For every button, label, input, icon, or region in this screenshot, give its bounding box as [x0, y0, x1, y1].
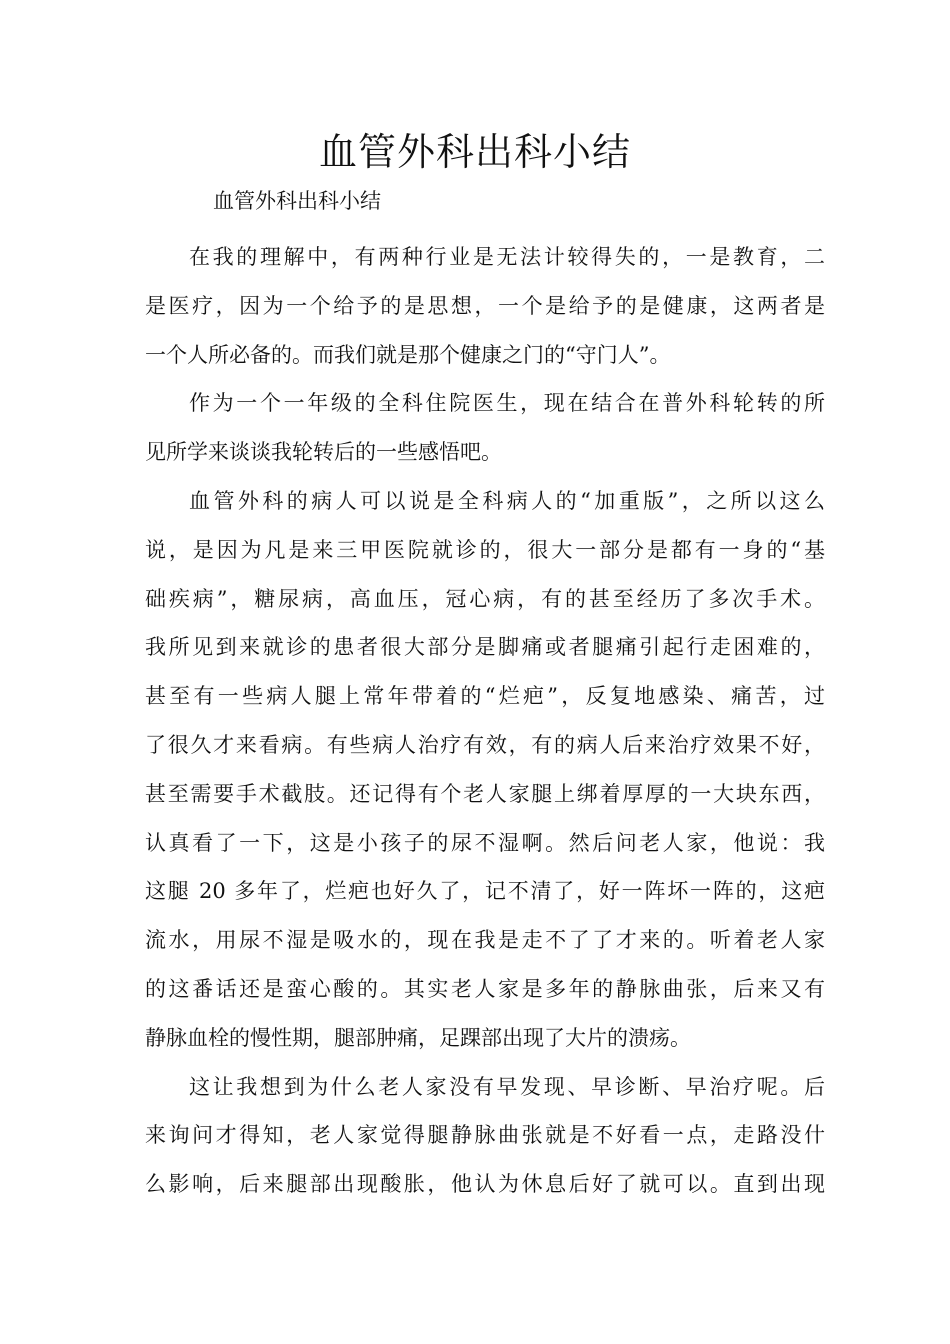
- text-line: 一个人所必备的。而我们就是那个健康之门的“守门人”。: [145, 342, 671, 367]
- text-line: 我所见到来就诊的患者很大部分是脚痛或者腿痛引起行走困难的，: [145, 635, 825, 660]
- paragraph-2: [145, 379, 825, 477]
- text-line: 来询问才得知，老人家觉得腿静脉曲张就是不好看一点，走路没什: [145, 1123, 825, 1148]
- text-line: 这让我想到为什么老人家没有早发现、早诊断、早治疗呢。后: [189, 1074, 825, 1099]
- paragraph-1: [145, 233, 825, 379]
- text-line: 血管外科的病人可以说是全科病人的“加重版”，之所以这么: [189, 488, 825, 513]
- paragraph-4: [145, 1063, 825, 1209]
- document-subtitle: 血管外科出科小结: [213, 189, 381, 213]
- document-body: [145, 233, 825, 1209]
- text-line: 认真看了一下，这是小孩子的尿不湿啊。然后问老人家，他说：我: [145, 830, 825, 855]
- paragraph-3: [145, 477, 825, 1063]
- text-line: 了很久才来看病。有些病人治疗有效，有的病人后来治疗效果不好，: [145, 732, 825, 757]
- text-line: 流水，用尿不湿是吸水的，现在我是走不了了才来的。听着老人家: [145, 928, 825, 953]
- text-line: 在我的理解中，有两种行业是无法计较得失的，一是教育，二: [189, 245, 825, 269]
- text-line: 这腿 20 多年了，烂疤也好久了，记不清了，好一阵坏一阵的，这疤: [145, 879, 825, 904]
- text-line: 见所学来谈谈我轮转后的一些感悟吧。: [145, 440, 502, 465]
- document-title: 血管外科出科小结: [318, 130, 631, 174]
- text-line: 作为一个一年级的全科住院医生，现在结合在普外科轮转的所: [189, 391, 825, 416]
- text-line: 的这番话还是蛮心酸的。其实老人家是多年的静脉曲张，后来又有: [145, 976, 825, 1001]
- text-line: 甚至有一些病人腿上常年带着的“烂疤”，反复地感染、痛苦，过: [145, 684, 825, 709]
- text-line: 静脉血栓的慢性期，腿部肿痛，足踝部出现了大片的溃疡。: [145, 1025, 691, 1050]
- text-line: 么影响，后来腿部出现酸胀，他认为休息后好了就可以。直到出现: [145, 1172, 825, 1197]
- text-line: 是医疗，因为一个给予的是思想，一个是给予的是健康，这两者是: [145, 293, 825, 318]
- text-line: 说，是因为凡是来三甲医院就诊的，很大一部分是都有一身的“基: [145, 537, 825, 562]
- text-line: 甚至需要手术截肢。还记得有个老人家腿上绑着厚厚的一大块东西，: [145, 781, 825, 806]
- text-line: 础疾病”，糖尿病，高血压，冠心病，有的甚至经历了多次手术。: [145, 586, 825, 611]
